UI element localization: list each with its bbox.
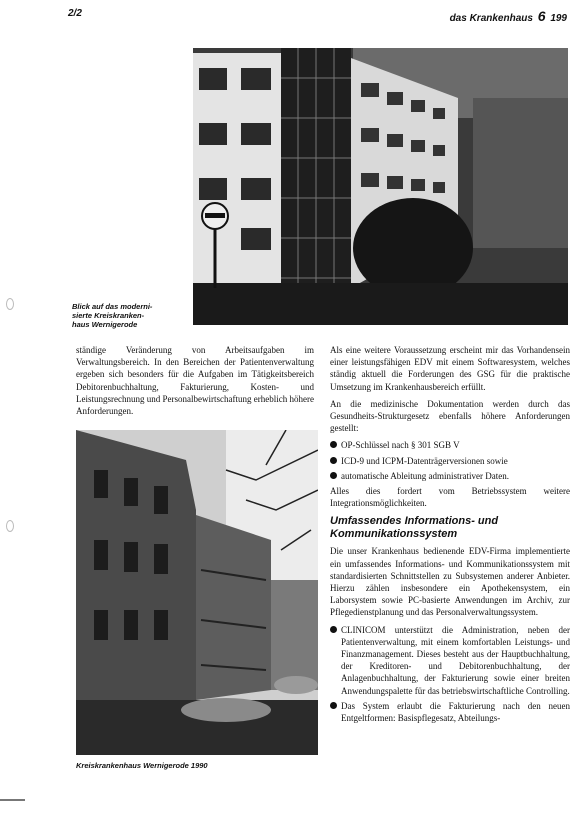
section-heading [330, 515, 570, 541]
caption-line: Blick auf das moderni- [72, 302, 153, 311]
issue-number: 6 [537, 8, 546, 24]
page-marker: 2/2 [68, 8, 82, 19]
journal-year: 199 [550, 13, 567, 24]
body-paragraph: ständige Veränderung von Arbeitsaufgaben im Verwaltungsbereich. In den Bereichen der Patientenverwaltung ergeben sich besonders für die Aufgaben im Tätigkeitsbereich Debitorenbuchhaltung, Fakturierung, Kosten- und Leistungsrechnung und Personalbewirtschaftung erheblich höhere Anforderungen. [76, 345, 314, 417]
heading-line: Umfassendes Informations- und [330, 515, 499, 528]
list-item [330, 624, 570, 697]
bullet-icon [330, 472, 337, 479]
list-item-text: ICD-9 und ICPM-Datenträgerversionen sowie [341, 455, 508, 466]
page-header [0, 8, 581, 24]
top-photo-caption [72, 302, 182, 329]
body-paragraph: Alles dies fordert vom Betriebssystem weitere Integrationsmöglichkeiten. [330, 486, 570, 509]
caption-line: haus Wernigerode [72, 320, 138, 329]
binder-hole-mark [6, 298, 14, 310]
bottom-photo-caption: Kreiskrankenhaus Wernigerode 1990 [76, 761, 208, 770]
heading-line: Kommunikationssystem [330, 528, 458, 541]
left-column [76, 344, 314, 422]
body-paragraph: An die medizinische Dokumentation werden durch das Gesundheits-Strukturgesetz ebenfalls höhere Anforderungen gestellt: [330, 398, 570, 434]
journal-title: das Krankenhaus [449, 13, 533, 24]
list-item [330, 455, 570, 467]
bullet-icon [330, 457, 337, 464]
margin-mark [0, 799, 25, 801]
bottom-photo-old-hospital [76, 430, 318, 755]
caption-line: sierte Kreiskranken- [72, 311, 145, 320]
journal-running-head [450, 8, 567, 24]
hospital-building-image [193, 48, 568, 325]
right-column [330, 344, 570, 727]
list-item [330, 439, 570, 451]
list-item [330, 700, 570, 724]
bullet-icon [330, 626, 337, 633]
bullet-icon [330, 441, 337, 448]
list-item-text: Das System erlaubt die Fakturierung nach den neuen Entgeltformen: Basispflegesatz, Abteilungs- [341, 700, 570, 724]
top-photo-modern-hospital [193, 48, 568, 325]
old-hospital-image [76, 430, 318, 755]
body-paragraph: Als eine weitere Voraussetzung erscheint mir das Vorhandensein einer leistungsfähigen EDV mit einem Softwaresystem, welches ständig aktuell die Forderungen des GSG für die praktische Umsetzung im Krankenhausbereich erfüllt. [330, 345, 570, 392]
bullet-icon [330, 702, 337, 709]
list-item-text: automatische Ableitung administrativer Daten. [341, 470, 509, 481]
body-paragraph: Die unser Krankenhaus bedienende EDV-Firma implementierte ein umfassendes Informations- und Kommunikationssystem mit standardisierten Schnittstellen zu Subsystemen anderer Anbieter. Hierzu zählen insbesondere ein Apothekensystem, ein Laborsystem sowie PC-basierte Anwendungen im Archiv, zur Pflegedienstplanung und das Personalverwaltungssystem. [330, 546, 570, 618]
binder-hole-mark [6, 520, 14, 532]
list-item-text: OP-Schlüssel nach § 301 SGB V [341, 440, 460, 451]
list-item [330, 470, 570, 482]
list-item-text: CLINICOM unterstützt die Administration, neben der Patientenverwaltung, mit einem komfortablen Leistungs- und Finanzmanagement. Dieses besteht aus der Hauptbuchhaltung, der Kreditoren- und Debitorenbuchhaltung, der Anlagenbuchhaltung, der Fakturierung sowie einer breiten Anwendungspalette für das betriebswirtschaftliche Controlling. [341, 624, 570, 696]
